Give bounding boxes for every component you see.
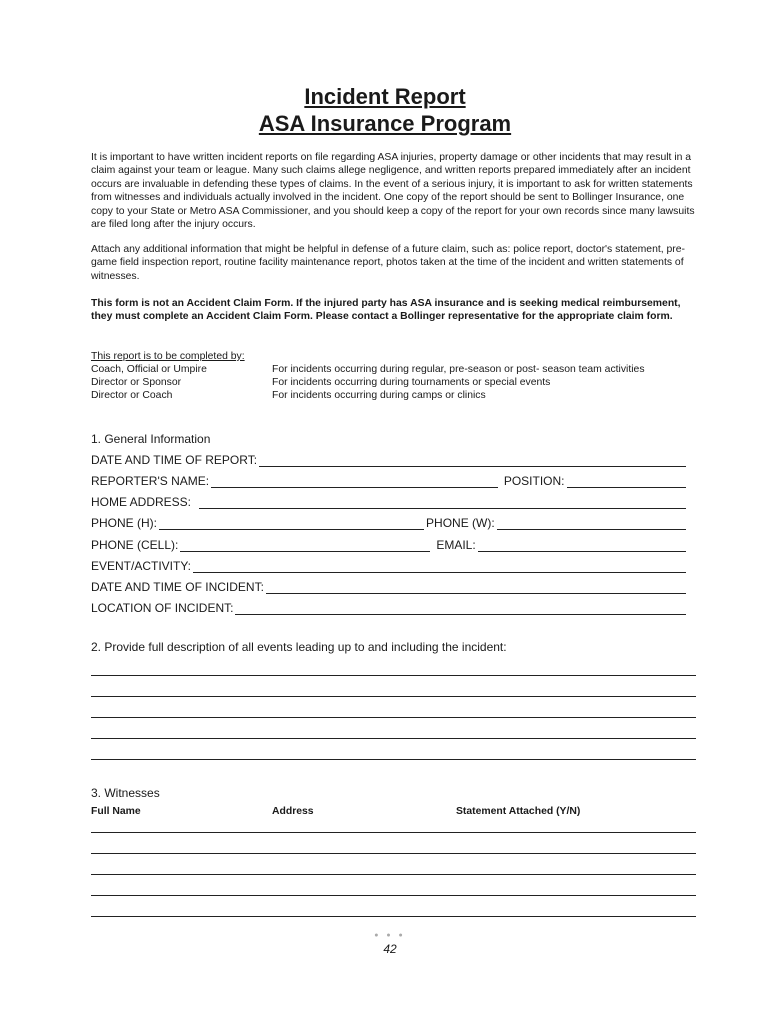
email-label: EMAIL: bbox=[436, 538, 476, 552]
position-label: POSITION: bbox=[503, 474, 565, 488]
phone-h-label: PHONE (H): bbox=[91, 516, 157, 530]
completion-who-1: Coach, Official or Umpire bbox=[91, 364, 207, 375]
witness-line[interactable] bbox=[91, 874, 696, 875]
witnesses-heading: 3. Witnesses bbox=[91, 786, 160, 800]
reporter-row bbox=[91, 474, 688, 488]
home-address-line[interactable] bbox=[199, 497, 686, 509]
phone-cell-line[interactable] bbox=[180, 540, 430, 552]
date-incident-label: DATE AND TIME OF INCIDENT: bbox=[91, 580, 264, 594]
page-title: Incident Report bbox=[304, 84, 466, 109]
home-address-field[interactable] bbox=[91, 495, 688, 509]
notice-paragraph: This form is not an Accident Claim Form. If the injured party has ASA insurance and is seeking medical reimbursement, they must complete an Accident Claim Form. Please contact a Bollinger representative for the appropriate claim form. bbox=[91, 298, 681, 323]
email-line[interactable] bbox=[478, 540, 686, 552]
page-dots: ● ● ● bbox=[374, 932, 406, 939]
completion-when-2: For incidents occurring during tournaments or special events bbox=[272, 377, 551, 388]
date-report-field[interactable] bbox=[91, 453, 688, 467]
completion-when-1: For incidents occurring during regular, pre-season or post- season team activities bbox=[272, 364, 645, 375]
home-address-label: HOME ADDRESS: bbox=[91, 495, 192, 509]
date-incident-field[interactable] bbox=[91, 580, 688, 594]
completion-when-3: For incidents occurring during camps or clinics bbox=[272, 390, 486, 401]
date-report-label: DATE AND TIME OF REPORT: bbox=[91, 453, 258, 467]
event-label: EVENT/ACTIVITY: bbox=[91, 559, 192, 573]
location-label: LOCATION OF INCIDENT: bbox=[91, 601, 234, 615]
attach-paragraph: Attach any additional information that might be helpful in defense of a future claim, such as: police report, doctor's statement, pre-game field inspection report, routine facility maintenance report, photos taken at the time of the incident and written statements of witnesses. bbox=[91, 244, 685, 282]
phone-w-label: PHONE (W): bbox=[426, 516, 495, 530]
location-field[interactable] bbox=[91, 601, 688, 615]
completion-heading: This report is to be completed by: bbox=[91, 351, 245, 362]
col-statement: Statement Attached (Y/N) bbox=[456, 806, 581, 817]
col-address: Address bbox=[272, 806, 314, 817]
event-line[interactable] bbox=[193, 561, 686, 573]
witness-line[interactable] bbox=[91, 916, 696, 917]
description-heading: 2. Provide full description of all events leading up to and including the incident: bbox=[91, 640, 507, 654]
location-line[interactable] bbox=[235, 603, 686, 615]
witness-line[interactable] bbox=[91, 853, 696, 854]
phone-row bbox=[91, 516, 688, 530]
description-line[interactable] bbox=[91, 759, 696, 760]
date-report-line[interactable] bbox=[259, 455, 686, 467]
phone-cell-label: PHONE (CELL): bbox=[91, 538, 179, 552]
page-subtitle: ASA Insurance Program bbox=[258, 111, 512, 136]
completion-who-3: Director or Coach bbox=[91, 390, 173, 401]
page-number: 42 bbox=[383, 942, 397, 956]
date-incident-line[interactable] bbox=[266, 582, 686, 594]
reporter-name-line[interactable] bbox=[211, 476, 498, 488]
description-line[interactable] bbox=[91, 696, 696, 697]
reporter-name-label: REPORTER'S NAME: bbox=[91, 474, 210, 488]
intro-paragraph: It is important to have written incident reports on file regarding ASA injuries, property damage or other incidents that may result in a claim against your team or league. Many such claims allege negligence, and written reports prepared immediately after an incident occurs are invaluable in defending these types of claims. In the event of a serious injury, it is important to ask for written statements from witnesses and individuals actually involved in the incident. One copy of the report should be sent to Bollinger Insurance, one copy to your State or Metro ASA Commissioner, and you should keep a copy of the report for your own records since many lawsuits are filed long after the injury occurs. bbox=[91, 152, 695, 231]
description-line[interactable] bbox=[91, 717, 696, 718]
phone-w-line[interactable] bbox=[497, 518, 686, 530]
description-line[interactable] bbox=[91, 738, 696, 739]
witness-line[interactable] bbox=[91, 895, 696, 896]
completion-who-2: Director or Sponsor bbox=[91, 377, 182, 388]
event-field[interactable] bbox=[91, 559, 688, 573]
position-line[interactable] bbox=[567, 476, 686, 488]
col-full-name: Full Name bbox=[91, 806, 141, 817]
cell-email-row bbox=[91, 538, 688, 552]
description-line[interactable] bbox=[91, 675, 696, 676]
general-info-heading: 1. General Information bbox=[91, 432, 211, 446]
phone-h-line[interactable] bbox=[159, 518, 424, 530]
witness-line[interactable] bbox=[91, 832, 696, 833]
